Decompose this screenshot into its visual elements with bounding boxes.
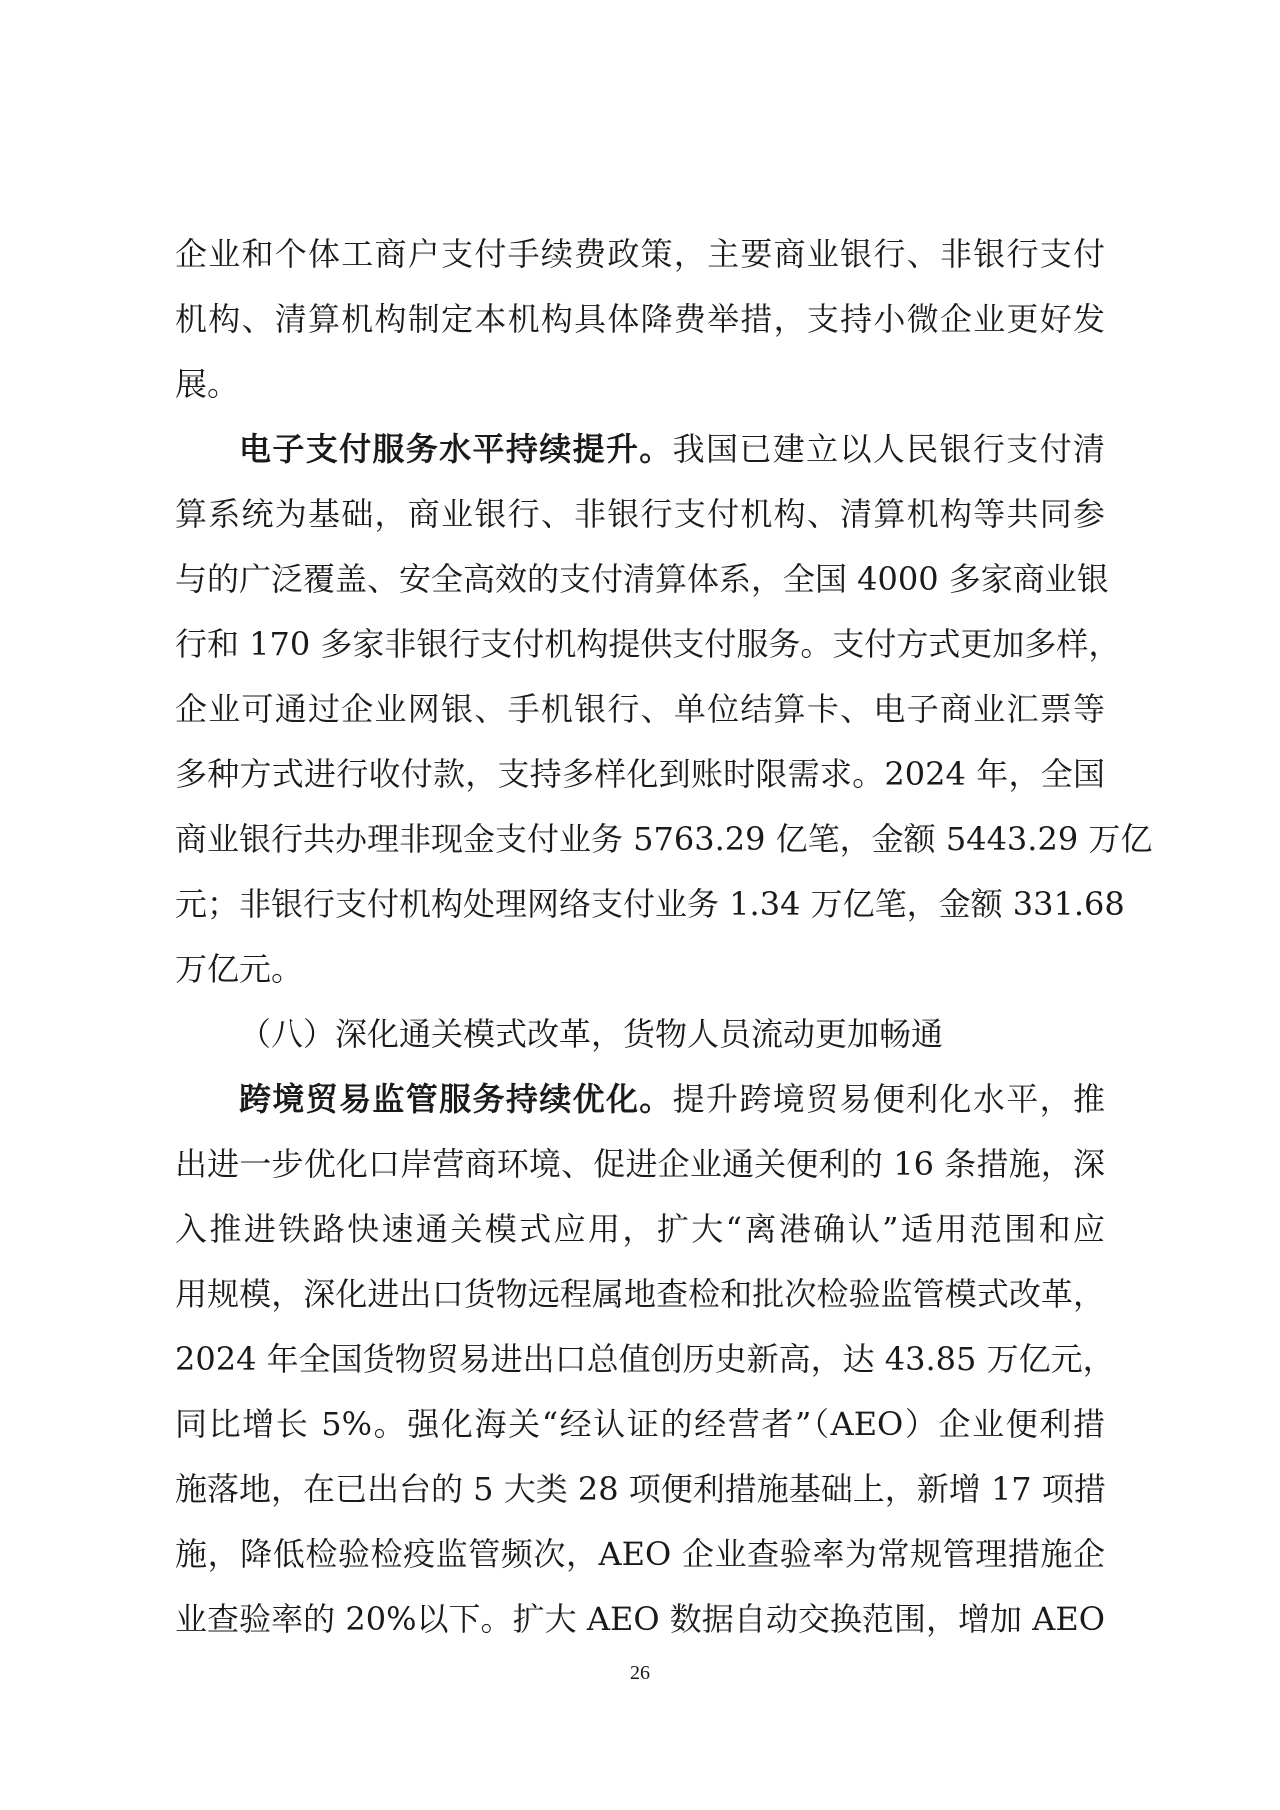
paragraph-start-line: 电子支付服务水平持续提升。我国已建立以人民银行支付清 <box>239 430 1105 468</box>
text-line: 商业银行共办理非现金支付业务 5763.29 亿笔，金额 5443.29 万亿 <box>175 820 1153 858</box>
text-line: 行和 170 多家非银行支付机构提供支付服务。支付方式更加多样， <box>175 625 1121 663</box>
text-line: 算系统为基础，商业银行、非银行支付机构、清算机构等共同参 <box>175 495 1105 533</box>
body-text <box>175 222 1153 1652</box>
text-line: 入推进铁路快速通关模式应用，扩大“离港确认”适用范围和应 <box>175 1210 1105 1248</box>
text-line: 同比增长 5%。强化海关“经认证的经营者”（AEO）企业便利措 <box>175 1405 1105 1443</box>
paragraph-lead-heading: 跨境贸易监管服务持续优化。 <box>239 1080 673 1118</box>
text-line: 展。 <box>175 365 240 403</box>
text-line: 企业和个体工商户支付手续费政策，主要商业银行、非银行支付 <box>175 235 1105 273</box>
section-heading: （八）深化通关模式改革，货物人员流动更加畅通 <box>239 1015 944 1053</box>
text-line: 出进一步优化口岸营商环境、促进企业通关便利的 16 条措施，深 <box>175 1145 1105 1183</box>
text-line: 元；非银行支付机构处理网络支付业务 1.34 万亿笔，金额 331.68 <box>175 885 1125 923</box>
text-line: 用规模，深化进出口货物远程属地查检和批次检验监管模式改革， <box>175 1275 1105 1313</box>
text-line: 施落地，在已出台的 5 大类 28 项便利措施基础上，新增 17 项措 <box>175 1470 1106 1508</box>
text-line: 施，降低检验检疫监管频次，AEO 企业查验率为常规管理措施企 <box>175 1535 1105 1573</box>
text-line: 2024 年全国货物贸易进出口总值创历史新高，达 43.85 万亿元， <box>175 1340 1115 1378</box>
text-line: 多种方式进行收付款，支持多样化到账时限需求。2024 年，全国 <box>175 755 1105 793</box>
text-line: 万亿元。 <box>175 950 304 988</box>
text-line: 与的广泛覆盖、安全高效的支付清算体系，全国 4000 多家商业银 <box>175 560 1109 598</box>
page-number: 26 <box>630 1662 650 1684</box>
paragraph-lead-heading: 电子支付服务水平持续提升。 <box>239 430 673 468</box>
text-line: 企业可通过企业网银、手机银行、单位结算卡、电子商业汇票等 <box>175 690 1105 728</box>
text-line: 业查验率的 20%以下。扩大 AEO 数据自动交换范围，增加 AEO <box>175 1600 1105 1638</box>
paragraph-start-line: 跨境贸易监管服务持续优化。提升跨境贸易便利化水平，推 <box>239 1080 1105 1118</box>
text-line: 机构、清算机构制定本机构具体降费举措，支持小微企业更好发 <box>175 300 1105 338</box>
